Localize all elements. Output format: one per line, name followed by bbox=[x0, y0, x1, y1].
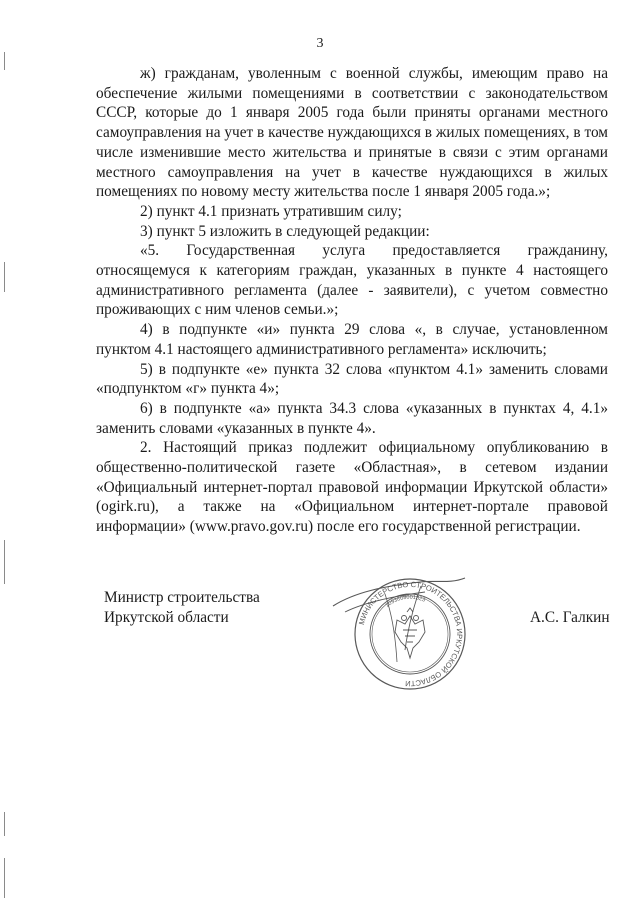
signatory-position bbox=[104, 588, 260, 627]
paragraph-item-5: 5) в подпункте «е» пункта 32 слова «пунктом 4.1» заменить словами «подпунктом «г» пункта 4»; bbox=[96, 360, 608, 398]
official-seal bbox=[325, 572, 475, 692]
seal-ring-text: МИНИСТЕРСТВО СТРОИТЕЛЬСТВА ИРКУТСКОЙ ОБЛАСТИ bbox=[356, 579, 465, 689]
page-number: 3 bbox=[316, 36, 324, 51]
paragraph-item-5-text: «5. Государственная услуга предоставляется гражданину, относящемуся к категориям граждан, указанных в пункте 4 настоящего административного регламента (далее - заявители), с учетом совместно проживающих с ним членов семьи.»; bbox=[96, 242, 608, 319]
seal-eagle-emblem bbox=[395, 608, 425, 658]
left-margin-mark bbox=[4, 540, 5, 584]
paragraph-item-4: 4) в подпункте «и» пункта 29 слова «, в случае, установленном пунктом 4.1 настоящего административного регламента» исключить; bbox=[96, 321, 608, 358]
left-margin-mark bbox=[4, 262, 5, 292]
left-margin-mark bbox=[4, 52, 5, 70]
seal-inner-number: 1093808001823 bbox=[384, 594, 427, 609]
signatory-name: А.С. Галкин bbox=[530, 609, 610, 626]
paragraph-item-3: 3) пункт 5 изложить в следующей редакции: bbox=[140, 222, 430, 240]
position-line-1: Министр строительства bbox=[104, 589, 260, 606]
paragraph-publication: 2. Настоящий приказ подлежит официальному опубликованию в общественно-политической газете «Областная», в сетевом издании «Официальный интернет-портал правовой информации Иркутской области» (ogirk.ru), а также на «Официальном интернет-портале правовой информации» (www.pravo.gov.ru) после его государственной регистрации. bbox=[96, 439, 608, 536]
position-line-2: Иркутской области bbox=[104, 608, 229, 626]
document-body bbox=[96, 64, 608, 537]
left-margin-mark bbox=[4, 858, 5, 898]
paragraph-item-6: 6) в подпункте «а» пункта 34.3 слова «указанных в пунктах 4, 4.1» заменить словами «указанных в пункте 4». bbox=[96, 399, 608, 437]
paragraph-zh: ж) гражданам, уволенным с военной службы, имеющим право на обеспечение жилыми помещениями в соответствии с законодательством СССР, которые до 1 января 2005 года были приняты органами местного самоуправления на учет в качестве нуждающихся в жилых помещениях, в том числе изменившие место жительства и принятые в связи с этим органами местного самоуправления на учет в качестве нуждающихся в жилых помещениях по новому месту жительства после 1 января 2005 года.»; bbox=[96, 65, 608, 201]
paragraph-item-2: 2) пункт 4.1 признать утратившим силу; bbox=[140, 202, 402, 220]
left-margin-mark bbox=[4, 812, 5, 836]
